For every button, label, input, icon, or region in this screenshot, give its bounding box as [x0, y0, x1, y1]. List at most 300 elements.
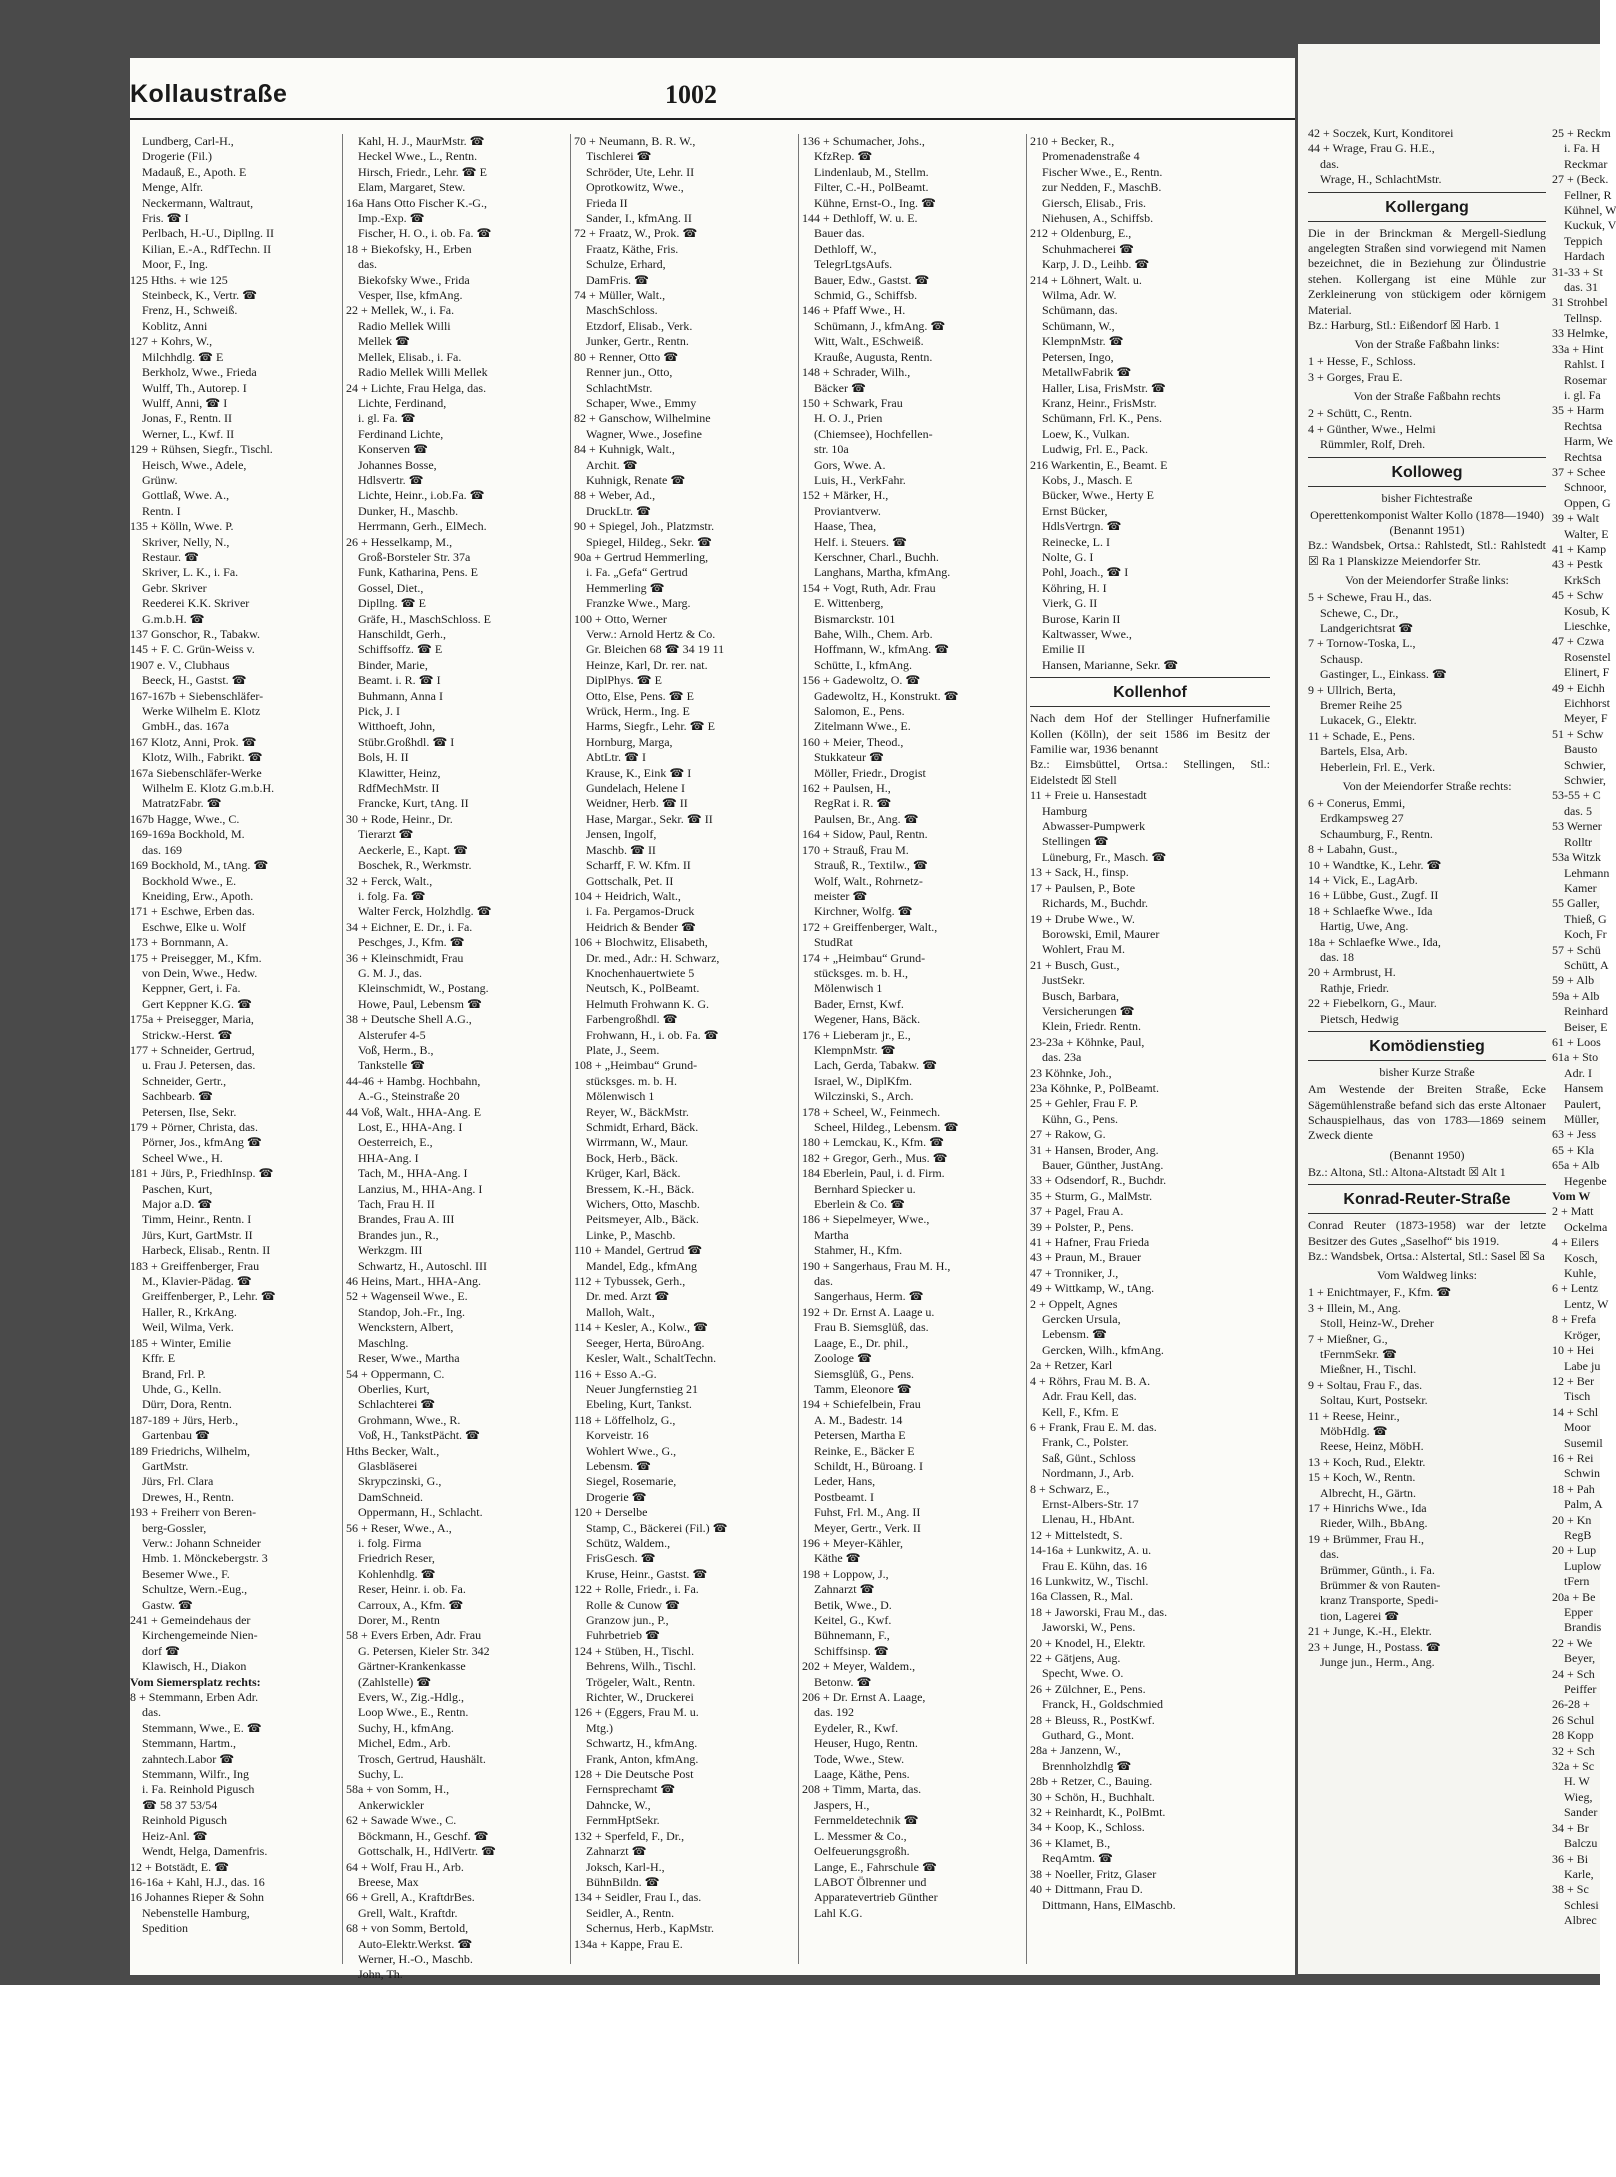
directory-line: 11 + Freie u. Hansestadt: [1030, 788, 1147, 803]
directory-line: Madauß, E., Apoth. E: [142, 164, 247, 179]
directory-line: Restaur. ☎: [142, 549, 199, 564]
directory-line: 170 + Strauß, Frau M.: [802, 842, 909, 857]
directory-line: Fellner, R: [1564, 187, 1612, 202]
directory-line: Hoffmann, W., kfmAng. ☎: [814, 642, 950, 657]
directory-line: Rolltr: [1564, 834, 1593, 849]
directory-line: Soltau, Kurt, Postsekr.: [1320, 1393, 1428, 1408]
directory-line: 26 + Hesselkamp, M.,: [346, 534, 453, 549]
directory-line: Stukkateur ☎: [814, 750, 884, 765]
directory-line: Jaspers, H.,: [814, 1797, 870, 1812]
directory-line: Peitsmeyer, Alb., Bäck.: [586, 1212, 699, 1227]
directory-line: 4 + Röhrs, Frau M. B. A.: [1030, 1373, 1151, 1388]
directory-line: 36 + Kleinschmidt, Frau: [346, 950, 464, 965]
directory-line: Uhde, G., Kelln.: [142, 1381, 222, 1396]
directory-line: Mölenwisch 1: [586, 1089, 655, 1104]
directory-line: 181 + Jürs, P., FriedhInsp. ☎: [130, 1166, 274, 1181]
directory-line: Palm, A: [1564, 1497, 1603, 1512]
directory-line: Albrec: [1564, 1913, 1597, 1928]
directory-line: 11 + Schade, E., Pens.: [1308, 728, 1415, 743]
directory-line: 154 + Vogt, Ruth, Adr. Frau: [802, 580, 936, 595]
directory-line: Witt, Walt., ESchweiß.: [814, 334, 924, 349]
directory-line: Lanzius, M., HHA-Ang. I: [358, 1181, 483, 1196]
directory-line: HdlsVertrgn. ☎: [1042, 519, 1122, 534]
directory-line: Strauß, R., Textilw., ☎: [814, 858, 928, 873]
directory-line: 182 + Gregor, Gerh., Mus. ☎: [802, 1150, 948, 1165]
directory-line: Drogerie (Fil.): [142, 149, 212, 164]
directory-line: Drewes, H., Rentn.: [142, 1489, 234, 1504]
directory-line: Bartels, Elsa, Arb.: [1320, 744, 1408, 759]
directory-line: Hegenbe: [1564, 1173, 1607, 1188]
directory-line: Tach, Frau H. II: [358, 1197, 435, 1212]
directory-line: 162 + Paulsen, H.,: [802, 781, 891, 796]
directory-line: das.: [1320, 1547, 1339, 1562]
directory-line: Jensen, Ingolf,: [586, 827, 657, 842]
directory-line: ReqAmtm. ☎: [1042, 1851, 1113, 1866]
directory-line: 13 + Sack, H., finsp.: [1030, 865, 1129, 880]
directory-line: Schaumburg, F., Rentn.: [1320, 826, 1433, 841]
directory-line: Giersch, Elisab., Fris.: [1042, 195, 1146, 210]
directory-line: Dunker, H., Maschb.: [358, 503, 459, 518]
street-description: Am Westende der Breiten Straße, Ecke Sägemühlenstraße befand sich das erste Altonaer Schauspielhaus, das von 1783—1869 seinem Zweck diente: [1308, 1082, 1546, 1143]
directory-line: Luplow: [1564, 1558, 1602, 1573]
directory-line: 32 + Ferck, Walt.,: [346, 873, 433, 888]
directory-line: Kuhnigk, Renate ☎: [586, 472, 686, 487]
section-rule: [1030, 677, 1270, 678]
directory-line: Petersen, Martha E: [814, 1428, 906, 1443]
side-heading: Vom Waldweg links:: [1377, 1268, 1477, 1283]
directory-line: 202 + Meyer, Waldem.,: [802, 1659, 916, 1674]
directory-line: 114 + Kesler, A., Kolw., ☎: [574, 1320, 708, 1335]
directory-line: Landgerichtsrat ☎: [1320, 620, 1414, 635]
directory-line: 37 + Schee: [1552, 464, 1606, 479]
directory-line: i. Fa. Reinhold Pigusch: [142, 1782, 255, 1797]
directory-line: Mießner, H., Tischl.: [1320, 1362, 1417, 1377]
directory-line: Vierk, G. II: [1042, 596, 1098, 611]
directory-line: HHA-Ang. I: [358, 1150, 419, 1165]
directory-line: Fernmeldetechnik ☎: [814, 1813, 919, 1828]
directory-line: 194 + Schiefelbein, Frau: [802, 1397, 921, 1412]
directory-line: Malloh, Walt.,: [586, 1304, 655, 1319]
directory-line: Rechtsa: [1564, 418, 1602, 433]
directory-line: 137 Gonschor, R., Tabakw.: [130, 627, 260, 641]
directory-line: 52 + Wagenseil Wwe., E.: [346, 1289, 468, 1304]
directory-line: 193 + Freiherr von Beren-: [130, 1505, 257, 1520]
directory-line: Susemil: [1564, 1435, 1603, 1450]
directory-line: von Dein, Wwe., Hedw.: [142, 965, 258, 980]
directory-line: 208 + Timm, Marta, das.: [802, 1782, 922, 1797]
directory-line: 116 + Esso A.-G.: [574, 1366, 657, 1381]
street-title-kollenhof: Kollenhof: [1113, 684, 1187, 702]
directory-line: Schausp.: [1320, 651, 1363, 666]
directory-line: Oesterreich, E.,: [358, 1135, 433, 1150]
directory-line: Martha: [814, 1227, 849, 1242]
directory-line: Stoll, Heinz-W., Dreher: [1320, 1316, 1434, 1331]
directory-line: Fischer Wwe., E., Rentn.: [1042, 164, 1163, 179]
directory-line: Köhring, H. I: [1042, 580, 1107, 595]
directory-line: i. folg. Fa. ☎: [358, 888, 426, 903]
directory-line: Kerschner, Charl., Buchh.: [814, 549, 939, 564]
directory-line: Paulert,: [1564, 1096, 1601, 1111]
directory-line: Schulze, Erhard,: [586, 257, 666, 272]
directory-line: Lange, E., Fahrschule ☎: [814, 1859, 937, 1874]
directory-line: 20 + Kn: [1552, 1512, 1592, 1527]
directory-line: Schwier,: [1564, 773, 1606, 788]
directory-line: 23a Köhnke, P., PolBeamt.: [1030, 1080, 1159, 1095]
directory-line: 212 + Oldenburg, E.,: [1030, 226, 1132, 241]
directory-line: Hardach: [1564, 249, 1605, 264]
directory-line: 175 + Preisegger, M., Kfm.: [130, 950, 262, 965]
directory-line: Scharff, F. W. Kfm. II: [586, 858, 691, 873]
directory-line: 10 + Hei: [1552, 1343, 1595, 1358]
directory-line: Timm, Heinr., Rentn. I: [142, 1212, 252, 1227]
directory-line: Brand, Frl. P.: [142, 1366, 206, 1381]
directory-line: Hansem: [1564, 1081, 1604, 1096]
header-rule: [130, 118, 1295, 120]
column-2: [346, 134, 564, 1982]
directory-line: Heidrich & Bender ☎: [586, 919, 696, 934]
directory-line: 167b Hagge, Wwe., C.: [130, 811, 240, 826]
directory-line: Gottschalk, Pet. II: [586, 873, 674, 888]
directory-line: Perlbach, H.-U., Dipllng. II: [142, 226, 274, 241]
directory-line: Carroux, A., Kfm. ☎: [358, 1597, 464, 1612]
directory-line: Zahnarzt ☎: [586, 1844, 647, 1859]
directory-line: 2 + Oppelt, Agnes: [1030, 1296, 1118, 1311]
directory-line: 19 + Drube Wwe., W.: [1030, 911, 1135, 926]
directory-line: 31 + Hansen, Broder, Ang.: [1030, 1142, 1159, 1157]
directory-line: Grell, Walt., Kraftdr.: [358, 1905, 458, 1920]
directory-line: Wilhelm E. Klotz G.m.b.H.: [142, 781, 275, 796]
directory-line: Pick, J. I: [358, 704, 400, 719]
directory-line: Kleinschmidt, W., Postang.: [358, 981, 489, 996]
street-description: Conrad Reuter (1873-1958) war der letzte Besitzer des Gutes „Saselhof“ bis 1919.: [1308, 1218, 1546, 1248]
directory-line: 167 Klotz, Anni, Prok. ☎: [130, 734, 257, 749]
column-1: [130, 134, 336, 1964]
column-3: [574, 134, 792, 1964]
directory-line: 26 Schul: [1552, 1712, 1595, 1727]
directory-line: Wolf, Walt., Rohrnetz-: [814, 873, 923, 888]
directory-line: 47 + Tronniker, J.,: [1030, 1265, 1119, 1280]
directory-line: Bismarckstr. 101: [814, 611, 896, 626]
directory-line: 8 + Frefa: [1552, 1312, 1597, 1327]
directory-line: Fernsprechamt ☎: [586, 1782, 676, 1797]
directory-line: 38 + Deutsche Shell A.G.,: [346, 1012, 472, 1027]
directory-line: Guthard, G., Mont.: [1042, 1728, 1134, 1743]
directory-line: Zitelmann Wwe., E.: [814, 719, 911, 734]
directory-line: 20a + Be: [1552, 1589, 1596, 1604]
directory-line: 12 + Mittelstedt, S.: [1030, 1527, 1123, 1542]
directory-line: 30 + Schön, H., Buchhalt.: [1030, 1789, 1155, 1804]
directory-line: Korveistr. 16: [586, 1428, 649, 1443]
directory-line: (Chiemsee), Hochfellen-: [814, 426, 933, 441]
right-page-column: [1308, 126, 1546, 1671]
directory-line: Heberlein, Frl. E., Verk.: [1320, 759, 1436, 774]
directory-line: Nolte, G. I: [1042, 549, 1094, 564]
directory-line: 31-33 + St: [1552, 264, 1603, 279]
directory-line: Neckermann, Waltraut,: [142, 195, 254, 210]
right-edge-column: [1552, 126, 1616, 1929]
directory-line: RdfMechMstr. II: [358, 781, 440, 796]
directory-line: 129 + Rühsen, Siegfr., Tischl.: [130, 442, 273, 457]
directory-line: Standop, Joh.-Fr., Ing.: [358, 1304, 466, 1319]
directory-line: Müller,: [1564, 1112, 1600, 1126]
directory-line: Etzdorf, Elisab., Verk.: [586, 318, 693, 333]
directory-line: 134 + Seidler, Frau I., das.: [574, 1890, 702, 1905]
directory-line: 33 Helmke,: [1552, 326, 1608, 341]
directory-line: Gärtner-Krankenkasse: [358, 1659, 466, 1674]
directory-line: 31 Strohbel: [1552, 295, 1608, 310]
directory-line: FernmHptSekr.: [586, 1813, 660, 1828]
directory-line: Johannes Bosse,: [358, 457, 437, 472]
directory-line: 26 + Zülchner, E., Pens.: [1030, 1681, 1146, 1696]
directory-line: 6 + Lentz: [1552, 1281, 1599, 1296]
directory-line: 126 + (Eggers, Frau M. u.: [574, 1705, 699, 1720]
directory-line: Brennholzhdlg ☎: [1042, 1758, 1132, 1773]
directory-line: Joksch, Karl-H.,: [586, 1859, 665, 1874]
directory-line: 32 + Reinhardt, K., PolBmt.: [1030, 1805, 1166, 1820]
directory-line: Granzow jun., P.,: [586, 1613, 669, 1627]
directory-line: 35 + Sturm, G., MalMstr.: [1030, 1188, 1153, 1203]
directory-line: 23-23a + Köhnke, Paul,: [1030, 1034, 1145, 1049]
directory-line: LABOT Ölbrenner und: [814, 1874, 927, 1889]
directory-line: 26-28 +: [1552, 1697, 1590, 1712]
directory-line: Wilma, Adr. W.: [1042, 288, 1117, 303]
directory-line: Schewe, C., Dr.,: [1320, 605, 1399, 620]
directory-line: Frenz, H., Schweiß.: [142, 303, 238, 318]
directory-line: Ludwig, Frl. E., Pack.: [1042, 442, 1148, 457]
directory-line: Kuhle,: [1564, 1266, 1597, 1281]
directory-line: Schernus, Herb., KapMstr.: [586, 1921, 714, 1936]
directory-line: Zoologe ☎: [814, 1351, 872, 1366]
directory-line: Beyer,: [1564, 1651, 1596, 1666]
directory-line: Gors, Wwe. A.: [814, 457, 886, 472]
directory-line: 10 + Wandtke, K., Lehr. ☎: [1308, 857, 1442, 872]
directory-line: 146 + Pfaff Wwe., H.: [802, 303, 906, 318]
directory-line: KrkSch: [1564, 572, 1601, 587]
directory-line: 21 + Busch, Gust.,: [1030, 957, 1120, 972]
directory-line: 3 + Gorges, Frau E.: [1308, 369, 1403, 384]
directory-line: Kaltwasser, Wwe.,: [1042, 627, 1132, 641]
directory-line: Kahl, H. J., MaurMstr. ☎: [358, 134, 485, 148]
directory-line: 180 + Lemckau, K., Kfm. ☎: [802, 1135, 945, 1150]
directory-line: Salomon, E., Pens.: [814, 704, 905, 719]
directory-line: 3 + Illein, M., Ang.: [1308, 1300, 1401, 1315]
directory-line: 106 + Blochwitz, Elisabeth,: [574, 935, 708, 950]
directory-line: 28 Kopp: [1552, 1728, 1594, 1743]
directory-line: 127 + Kohrs, W.,: [130, 334, 213, 349]
directory-line: Kruse, Heinr., Gastst. ☎: [586, 1566, 708, 1581]
directory-line: Loew, K., Vulkan.: [1042, 426, 1130, 441]
directory-line: 24 + Sch: [1552, 1666, 1595, 1681]
directory-line: Boschek, R., Werkmstr.: [358, 858, 472, 873]
directory-line: Sander, I., kfmAng. II: [586, 211, 692, 226]
directory-line: 100 + Otto, Werner: [574, 611, 667, 626]
directory-line: Ockelma: [1564, 1219, 1608, 1234]
directory-line: i. Fa. Pergamos-Druck: [586, 904, 695, 919]
directory-line: Meyer, Gertr., Verk. II: [814, 1520, 921, 1535]
directory-line: 11 + Reese, Heinr.,: [1308, 1408, 1400, 1423]
directory-line: Kneiding, Erw., Apoth.: [142, 888, 254, 903]
directory-line: 61 + Loos: [1552, 1034, 1601, 1049]
directory-line: Jürs, Kurt, GartMstr. II: [142, 1227, 253, 1242]
directory-line: 183 + Greiffenberger, Frau: [130, 1258, 260, 1273]
directory-line: Menge, Alfr.: [142, 180, 203, 195]
directory-line: Dr. med., Adr.: H. Schwarz,: [586, 950, 720, 965]
section-rule: [1308, 1184, 1546, 1185]
district-info: Bz.: Wandsbek, Ortsa.: Rahlstedt, Stl.: Rahlstedt ☒ Ra 1 Planskizze Meiendorfer Str.: [1308, 538, 1546, 568]
directory-line: Grohmann, Wwe., R.: [358, 1412, 461, 1427]
directory-line: 39 + Polster, P., Pens.: [1030, 1219, 1134, 1234]
directory-line: das.: [142, 1705, 161, 1720]
directory-line: Gundelach, Helene I: [586, 781, 685, 796]
directory-line: G.m.b.H. ☎: [142, 611, 205, 626]
directory-line: zur Nedden, F., MaschB.: [1042, 180, 1162, 195]
directory-line: Koblitz, Anni: [142, 318, 208, 333]
former-name: bisher Fichtestraße: [1381, 490, 1473, 505]
directory-line: Ebeling, Kurt, Tankst.: [586, 1397, 692, 1412]
directory-line: RegB: [1564, 1527, 1592, 1542]
directory-line: 14 + Schl: [1552, 1404, 1599, 1419]
directory-line: Schütt, A: [1564, 957, 1609, 972]
directory-line: Francke, Kurt, tAng. II: [358, 796, 469, 811]
directory-line: Haller, R., KrkAng.: [142, 1304, 237, 1319]
directory-line: 56 + Reser, Wwe., A.,: [346, 1520, 452, 1535]
directory-line: 132 + Sperfeld, F., Dr.,: [574, 1828, 685, 1843]
directory-line: Abwasser-Pumpwerk: [1042, 819, 1146, 834]
directory-line: Werke Wilhelm E. Klotz: [142, 704, 261, 719]
directory-line: i. folg. Firma: [358, 1535, 422, 1550]
directory-line: Wegener, Hans, Bäck.: [814, 1012, 921, 1027]
section-rule: [1308, 486, 1546, 487]
directory-line: 185 + Winter, Emilie: [130, 1335, 231, 1350]
directory-line: Lichte, Ferdinand,: [358, 395, 447, 410]
directory-line: Epper: [1564, 1605, 1593, 1619]
directory-line: i. Fa. H: [1564, 141, 1600, 156]
directory-line: Schwin: [1564, 1466, 1600, 1481]
directory-line: Dürr, Dora, Rentn.: [142, 1397, 232, 1412]
directory-line: 35 + Harm: [1552, 403, 1605, 418]
directory-line: Frau E. Kühn, das. 16: [1042, 1558, 1147, 1573]
directory-line: MaschSchloss.: [586, 303, 658, 318]
directory-line: Trosch, Gertrud, Haushält.: [358, 1751, 486, 1766]
directory-line: Breese, Max: [358, 1874, 419, 1889]
district-info: Bz.: Altona, Stl.: Altona-Altstadt ☒ Alt 1: [1308, 1164, 1506, 1179]
directory-line: Dr. med. Arzt ☎: [586, 1289, 670, 1304]
side-heading: Von der Straße Faßbahn rechts: [1353, 389, 1501, 404]
directory-line: SchlachtMstr.: [586, 380, 653, 395]
directory-line: Spedition: [142, 1921, 189, 1936]
directory-line: das. 169: [142, 842, 182, 857]
directory-line: Sachbearb. ☎: [142, 1089, 213, 1104]
directory-line: Wirrmann, W., Maur.: [586, 1135, 689, 1150]
directory-line: 55 Galler,: [1552, 896, 1600, 911]
directory-line: Schildt, H., Büroang. I: [814, 1458, 923, 1473]
directory-line: Nebenstelle Hamburg,: [142, 1905, 250, 1920]
directory-line: 68 + von Somm, Bertold,: [346, 1921, 469, 1936]
directory-line: DruckLtr. ☎: [586, 503, 651, 518]
directory-line: Keppner, Gert, i. Fa.: [142, 981, 241, 996]
directory-line: 13 + Koch, Rud., Elektr.: [1308, 1454, 1426, 1469]
directory-line: Ernst Bücker,: [1042, 503, 1108, 518]
directory-line: Berkholz, Wwe., Frieda: [142, 365, 257, 380]
directory-line: Klein, Friedr. Rentn.: [1042, 1019, 1141, 1034]
directory-line: 120 + Derselbe: [574, 1505, 648, 1520]
directory-line: Ernst-Albers-Str. 17: [1042, 1496, 1139, 1511]
directory-line: Gastinger, L., Einkass. ☎: [1320, 667, 1447, 682]
directory-line: 44 Voß, Walt., HHA-Ang. E: [346, 1104, 482, 1119]
directory-line: Schlachterei ☎: [358, 1397, 436, 1412]
directory-line: Adr. I: [1564, 1065, 1592, 1080]
page-number: 1002: [665, 80, 717, 109]
directory-line: Skrypczinski, G.,: [358, 1474, 442, 1489]
directory-line: 1 + Enichtmayer, F., Kfm. ☎: [1308, 1285, 1452, 1300]
directory-line: AbtLtr. ☎ I: [586, 750, 646, 765]
directory-line: 125 Hths. + wie 125: [130, 272, 228, 287]
directory-line: Plate, J., Seem.: [586, 1042, 660, 1057]
directory-line: Kffr. E: [142, 1351, 176, 1366]
directory-line: 1 + Hesse, F., Schloss.: [1308, 354, 1416, 369]
directory-line: Filter, C.-H., PolBeamt.: [814, 180, 929, 195]
directory-line: (Zahlstelle) ☎: [358, 1674, 432, 1689]
directory-line: Sander: [1564, 1805, 1598, 1820]
directory-line: Hmb. 1. Mönckebergstr. 3: [142, 1551, 268, 1566]
page-margin: [0, 1985, 1600, 2177]
directory-line: Brandes jun., R.,: [358, 1227, 439, 1242]
directory-line: Greiffenberger, P., Lehr. ☎: [142, 1289, 276, 1304]
directory-line: 20 + Armbrust, H.: [1308, 965, 1396, 980]
side-heading: Von der Meiendorfer Straße rechts:: [1342, 779, 1512, 793]
directory-line: Major a.D. ☎: [142, 1197, 213, 1212]
street-description: Nach dem Hof der Stellinger Hufnerfamilie Kollen (Kölln), der seit 1586 im Besitz der Familie war, 1936 benannt: [1030, 711, 1270, 757]
former-name: bisher Kurze Straße: [1379, 1065, 1475, 1080]
directory-line: Zahnarzt ☎: [814, 1582, 875, 1597]
directory-line: GartMstr.: [142, 1458, 189, 1473]
directory-line: Reckmar: [1564, 156, 1608, 171]
directory-line: 65 + Kla: [1552, 1142, 1595, 1157]
directory-line: 41 + Kamp: [1552, 541, 1607, 556]
directory-line: Reinhold Pigusch: [142, 1813, 228, 1828]
street-description: Operettenkomponist Walter Kollo (1878—1940) (Benannt 1951): [1310, 507, 1544, 537]
directory-line: 28b + Retzer, C., Bauing.: [1030, 1774, 1153, 1789]
column-divider: [798, 134, 799, 1964]
directory-line: 104 + Heidrich, Walt.,: [574, 888, 681, 903]
directory-line: 17 + Paulsen, P., Bote: [1030, 880, 1136, 895]
directory-line: Petersen, Ilse, Sekr.: [142, 1104, 237, 1119]
directory-line: Harbeck, Elisab., Rentn. II: [142, 1243, 271, 1258]
directory-line: Teppich: [1564, 233, 1603, 248]
directory-line: Koch, Fr: [1564, 927, 1607, 942]
directory-line: Skriver, Nelly, N.,: [142, 534, 230, 549]
directory-line: Oberlies, Kurt,: [358, 1381, 430, 1396]
directory-line: 167a Siebenschläfer-Werke: [130, 765, 262, 780]
directory-line: 9 + Soltau, Frau F., das.: [1308, 1377, 1423, 1392]
directory-line: str. 10a: [814, 442, 849, 457]
directory-line: 61a + Sto: [1552, 1050, 1599, 1065]
directory-line: Gercken, Wilh., kfmAng.: [1042, 1342, 1164, 1357]
naming-year: (Benannt 1950): [1389, 1147, 1465, 1162]
directory-line: Karle,: [1564, 1866, 1594, 1881]
directory-line: berg-Gossler,: [142, 1520, 207, 1535]
directory-line: 150 + Schwark, Frau: [802, 395, 903, 410]
directory-line: Karp, J. D., Leihb. ☎: [1042, 257, 1150, 272]
directory-line: 160 + Meier, Theod.,: [802, 734, 904, 749]
directory-line: Luis, H., VerkFahr.: [814, 472, 906, 487]
directory-line: Werner, L., Kwf. II: [142, 426, 235, 441]
directory-line: Lukacek, G., Elektr.: [1320, 713, 1417, 728]
directory-line: 1907 e. V., Clubhaus: [130, 657, 230, 672]
directory-line: Wrück, Herm., Ing. E: [586, 704, 690, 719]
directory-line: Specht, Wwe. O.: [1042, 1666, 1124, 1681]
directory-line: Eberlein & Co. ☎: [814, 1197, 905, 1212]
